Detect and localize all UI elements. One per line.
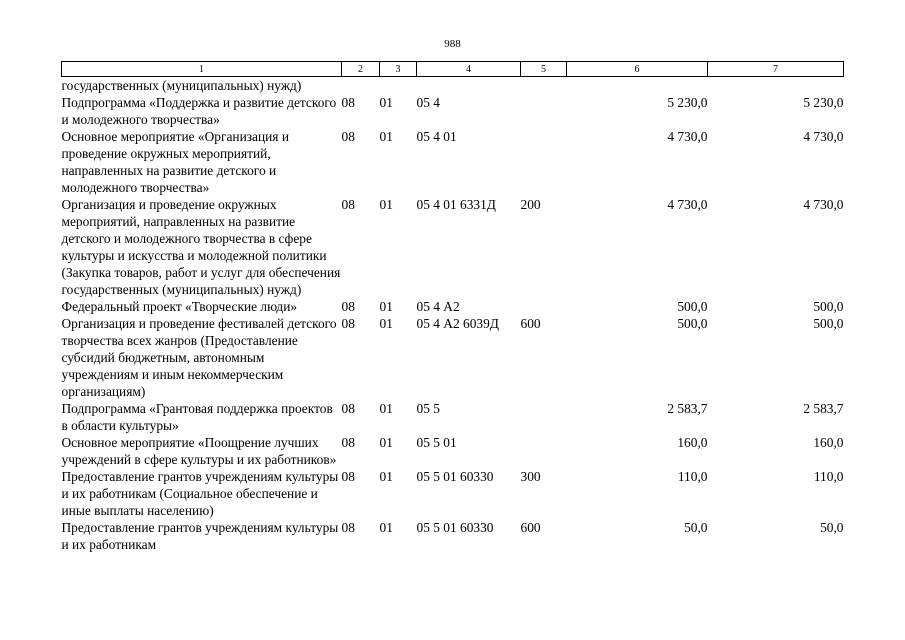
row-amount-1: 500,0: [677, 299, 708, 314]
row-subsection: 01: [379, 129, 393, 144]
row-subsection: 01: [379, 469, 393, 484]
table-row: [62, 196, 844, 298]
row-amount-2: 5 230,0: [803, 95, 844, 110]
table-row: [62, 315, 844, 400]
row-target-article: 05 5 01 60330: [416, 520, 494, 535]
row-target-article: 05 4 А2 6039Д: [416, 316, 499, 331]
column-header-4: 4: [417, 62, 521, 77]
row-amount-2: 4 730,0: [803, 197, 844, 212]
row-target-article: 05 5 01: [416, 435, 457, 450]
table-row: [62, 94, 844, 128]
row-target-article: 05 4 01 6331Д: [416, 197, 496, 212]
column-header-2: 2: [342, 62, 380, 77]
row-section: [342, 77, 380, 95]
row-amount-1: 50,0: [684, 520, 708, 535]
row-section: 08: [341, 129, 355, 144]
row-expense-type: 200: [520, 197, 541, 212]
table-row: [62, 77, 844, 95]
row-section: 08: [341, 95, 355, 110]
row-subsection: 01: [379, 316, 393, 331]
page-number: 988: [444, 38, 461, 50]
row-name: Предоставление грантов учреждениям культуры и их работникам: [61, 520, 339, 552]
row-name: Организация и проведение окружных мероприятий, направленных на развитие детского и молодежного творчества в сфере культуры и искусства и молодежной политики (Закупка товаров, работ и услуг для обеспечения государственных (муниципальных) нужд): [61, 197, 341, 297]
row-target-article: 05 5: [416, 401, 440, 416]
row-expense-type: 600: [520, 316, 541, 331]
row-target-article: 05 4 А2: [416, 299, 460, 314]
row-amount-1: [567, 77, 708, 95]
row-amount-2: 160,0: [813, 435, 844, 450]
row-section: 08: [341, 197, 355, 212]
row-amount-2: 500,0: [813, 316, 844, 331]
budget-table: [61, 61, 844, 553]
table-row: [62, 128, 844, 196]
row-subsection: [380, 77, 417, 95]
table-row: [62, 400, 844, 434]
row-amount-1: 4 730,0: [667, 129, 708, 144]
row-name: Подпрограмма «Поддержка и развитие детского и молодежного творчества»: [61, 95, 337, 127]
row-name: Федеральный проект «Творческие люди»: [61, 299, 298, 314]
row-amount-2: 50,0: [820, 520, 844, 535]
row-expense-type: [521, 400, 567, 434]
row-expense-type: [521, 298, 567, 315]
row-amount-1: 110,0: [677, 469, 708, 484]
row-name: Подпрограмма «Грантовая поддержка проектов в области культуры»: [61, 401, 333, 433]
row-amount-1: 500,0: [677, 316, 708, 331]
row-expense-type: [521, 434, 567, 468]
row-subsection: 01: [379, 401, 393, 416]
row-name: Организация и проведение фестивалей детского творчества всех жанров (Предоставление субсидий бюджетным, автономным учреждениям и иным некоммерческим организациям): [61, 316, 337, 399]
row-subsection: 01: [379, 435, 393, 450]
row-amount-1: 160,0: [677, 435, 708, 450]
row-expense-type: [521, 128, 567, 196]
column-header-3: 3: [380, 62, 417, 77]
row-name: государственных (муниципальных) нужд): [61, 78, 302, 93]
row-target-article: 05 4: [416, 95, 440, 110]
row-expense-type: 300: [520, 469, 541, 484]
row-section: 08: [341, 316, 355, 331]
row-amount-1: 2 583,7: [667, 401, 708, 416]
row-expense-type: 600: [520, 520, 541, 535]
column-header-5: 5: [521, 62, 567, 77]
row-name: Основное мероприятие «Организация и проведение окружных мероприятий, направленных на развитие детского и молодежного творчества»: [61, 129, 289, 195]
row-amount-1: 5 230,0: [667, 95, 708, 110]
row-section: 08: [341, 401, 355, 416]
row-amount-2: 2 583,7: [803, 401, 844, 416]
row-section: 08: [341, 469, 355, 484]
table-body: [62, 77, 844, 554]
row-subsection: 01: [379, 197, 393, 212]
row-amount-2: [708, 77, 844, 95]
row-expense-type: [521, 94, 567, 128]
row-target-article: [417, 77, 521, 95]
row-section: 08: [341, 520, 355, 535]
table-header-row: [62, 62, 844, 77]
row-expense-type: [521, 77, 567, 95]
table-row: [62, 434, 844, 468]
table-row: [62, 468, 844, 519]
row-amount-2: 500,0: [813, 299, 844, 314]
row-target-article: 05 4 01: [416, 129, 457, 144]
row-amount-1: 4 730,0: [667, 197, 708, 212]
row-name: Предоставление грантов учреждениям культуры и их работникам (Социальное обеспечение и иные выплаты населению): [61, 469, 339, 518]
column-header-6: 6: [567, 62, 708, 77]
column-header-1: 1: [62, 62, 342, 77]
row-subsection: 01: [379, 299, 393, 314]
row-amount-2: 110,0: [813, 469, 844, 484]
column-header-7: 7: [708, 62, 844, 77]
table-row: [62, 298, 844, 315]
row-target-article: 05 5 01 60330: [416, 469, 494, 484]
row-subsection: 01: [379, 520, 393, 535]
table-row: [62, 519, 844, 553]
row-amount-2: 4 730,0: [803, 129, 844, 144]
row-subsection: 01: [379, 95, 393, 110]
row-section: 08: [341, 299, 355, 314]
row-section: 08: [341, 435, 355, 450]
row-name: Основное мероприятие «Поощрение лучших учреждений в сфере культуры и их работников»: [61, 435, 337, 467]
